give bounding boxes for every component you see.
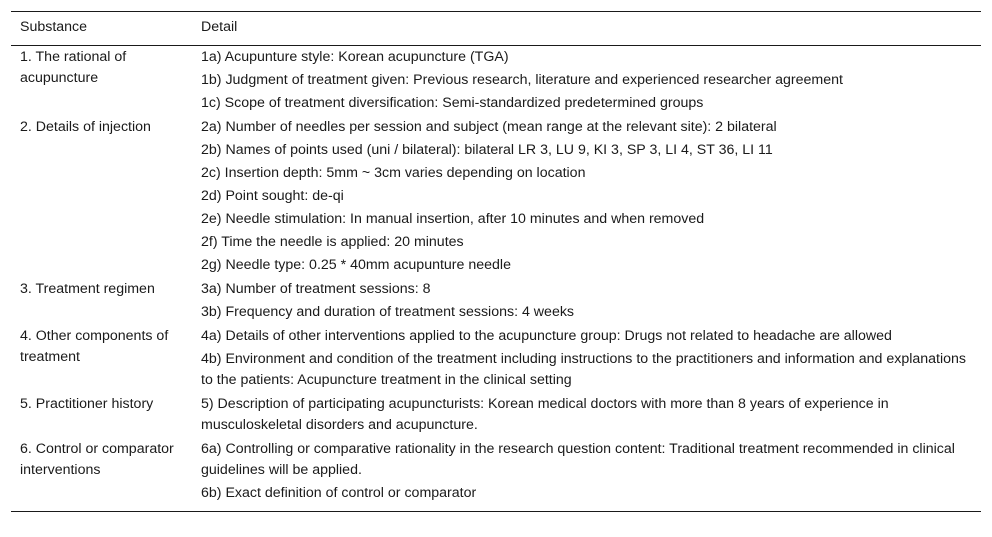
detail-item: 1a) Acupunture style: Korean acupuncture (TGA): [201, 49, 509, 65]
detail-item: 1b) Judgment of treatment given: Previous research, literature and experienced researcher agreement: [201, 72, 843, 88]
table-row: [11, 278, 981, 325]
detail-item: 1c) Scope of treatment diversification: Semi-standardized predetermined groups: [201, 95, 704, 111]
table-header-row: [11, 12, 981, 46]
table-row: [11, 46, 981, 117]
substance-cell: 4. Other components of treatment: [20, 328, 169, 365]
detail-item: 3a) Number of treatment sessions: 8: [201, 281, 431, 297]
detail-item: 4a) Details of other interventions applied to the acupuncture group: Drugs not related to headache are allowed: [201, 328, 892, 344]
table-row: [11, 393, 981, 438]
table-row: [11, 116, 981, 278]
header-substance: Substance: [11, 12, 192, 46]
detail-item: 4b) Environment and condition of the treatment including instructions to the practitioners and information and explanations to the patients: Acupuncture treatment in the clinical setting: [201, 351, 967, 388]
detail-item: 2f) Time the needle is applied: 20 minutes: [201, 234, 464, 250]
detail-item: 2a) Number of needles per session and subject (mean range at the relevant site): 2 bilateral: [201, 119, 777, 135]
intervention-table-container: [11, 11, 981, 512]
substance-cell: 2. Details of injection: [20, 119, 151, 135]
header-detail: Detail: [192, 12, 981, 46]
table-body: [11, 46, 981, 512]
detail-cell: [192, 278, 981, 325]
table-row: [11, 438, 981, 512]
detail-item: 6a) Controlling or comparative rationality in the research question content: Traditional treatment recommended in clinical guidelines will be applied.: [201, 441, 955, 478]
substance-cell: 5. Practitioner history: [20, 396, 154, 412]
detail-item: 2b) Names of points used (uni / bilateral): bilateral LR 3, LU 9, KI 3, SP 3, LI 4, ST 36, LI 11: [201, 142, 773, 158]
substance-cell: 3. Treatment regimen: [20, 281, 155, 297]
table-row: [11, 325, 981, 393]
detail-item: 2d) Point sought: de-qi: [201, 188, 344, 204]
detail-cell: [192, 438, 981, 512]
detail-cell: [192, 325, 981, 393]
substance-cell: 1. The rational of acupuncture: [20, 49, 127, 86]
detail-item: 6b) Exact definition of control or comparator: [201, 485, 477, 501]
intervention-table: [11, 11, 981, 512]
detail-cell: [192, 393, 981, 438]
detail-item: 3b) Frequency and duration of treatment sessions: 4 weeks: [201, 304, 575, 320]
substance-cell: 6. Control or comparator interventions: [20, 441, 174, 478]
detail-cell: [192, 46, 981, 117]
detail-item: 5) Description of participating acupuncturists: Korean medical doctors with more than 8 years of experience in musculoskeletal disorders and acupuncture.: [201, 396, 889, 433]
detail-item: 2c) Insertion depth: 5mm ~ 3cm varies depending on location: [201, 165, 586, 181]
detail-item: 2g) Needle type: 0.25 * 40mm acupunture needle: [201, 257, 511, 273]
detail-cell: [192, 116, 981, 278]
detail-item: 2e) Needle stimulation: In manual insertion, after 10 minutes and when removed: [201, 211, 705, 227]
